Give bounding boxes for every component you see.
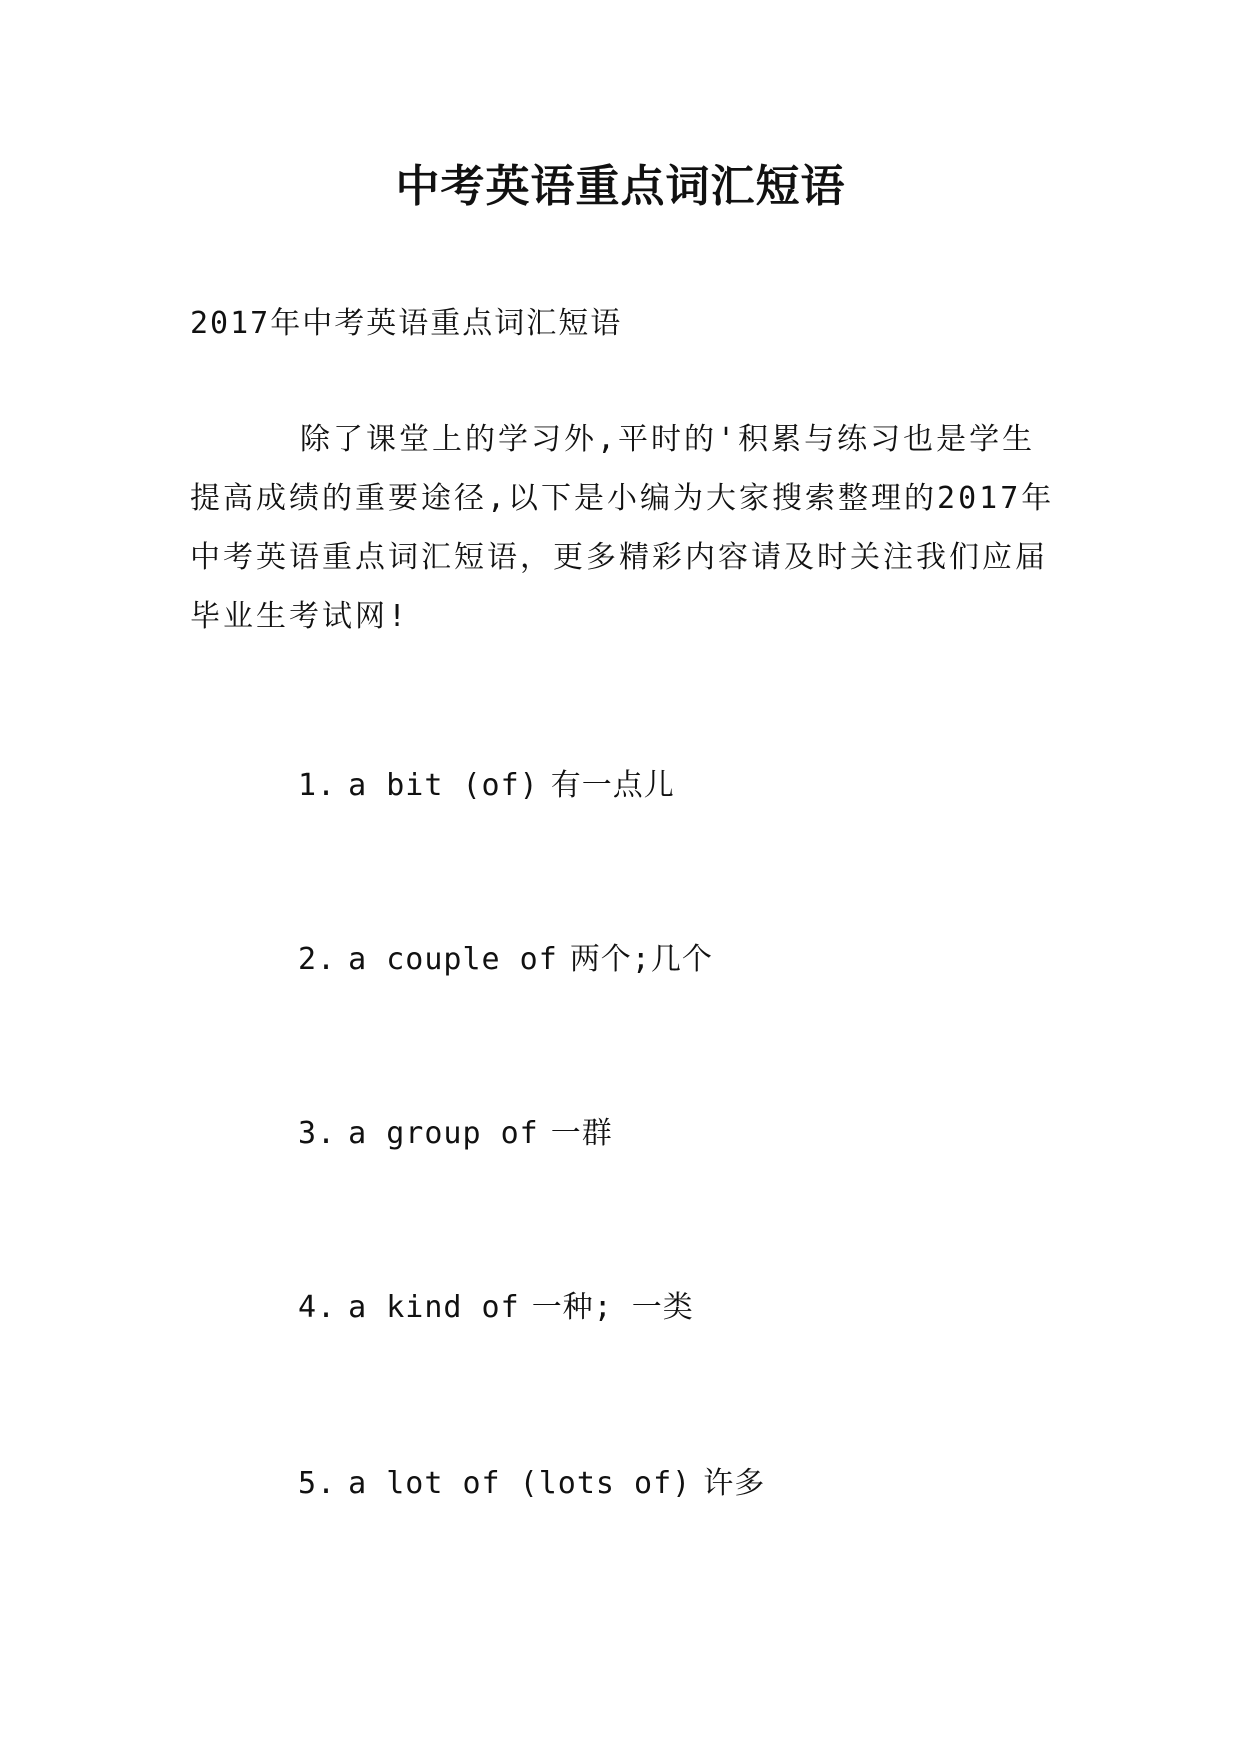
item-number: 5.: [298, 1466, 337, 1501]
list-item: [298, 1458, 765, 1502]
item-chinese: 许多: [703, 1466, 766, 1501]
item-number: 2.: [298, 942, 337, 977]
item-english: a couple of: [348, 942, 558, 977]
item-english: a kind of: [348, 1290, 520, 1325]
item-english: a lot of (lots of): [348, 1466, 692, 1501]
item-chinese: 有一点儿: [550, 768, 675, 803]
document-subtitle: 2017年中考英语重点词汇短语: [190, 306, 623, 341]
list-item: [298, 934, 713, 978]
intro-paragraph: 除了课堂上的学习外,平时的'积累与练习也是学生提高成绩的重要途径,以下是小编为大家搜索整理的2017年中考英语重点词汇短语，更多精彩内容请及时关注我们应届毕业生考试网!: [190, 422, 1055, 634]
list-item: [298, 1108, 613, 1152]
document-title: 中考英语重点词汇短语: [395, 161, 846, 212]
list-item: [298, 760, 675, 804]
item-english: a group of: [348, 1116, 539, 1151]
list-item: [298, 1282, 694, 1326]
item-english: a bit (of): [348, 768, 539, 803]
item-chinese: 两个;几个: [569, 942, 713, 977]
item-number: 3.: [298, 1116, 337, 1151]
item-chinese: 一群: [550, 1116, 613, 1151]
item-chinese: 一种; 一类: [531, 1290, 694, 1325]
item-number: 4.: [298, 1290, 337, 1325]
item-number: 1.: [298, 768, 337, 803]
